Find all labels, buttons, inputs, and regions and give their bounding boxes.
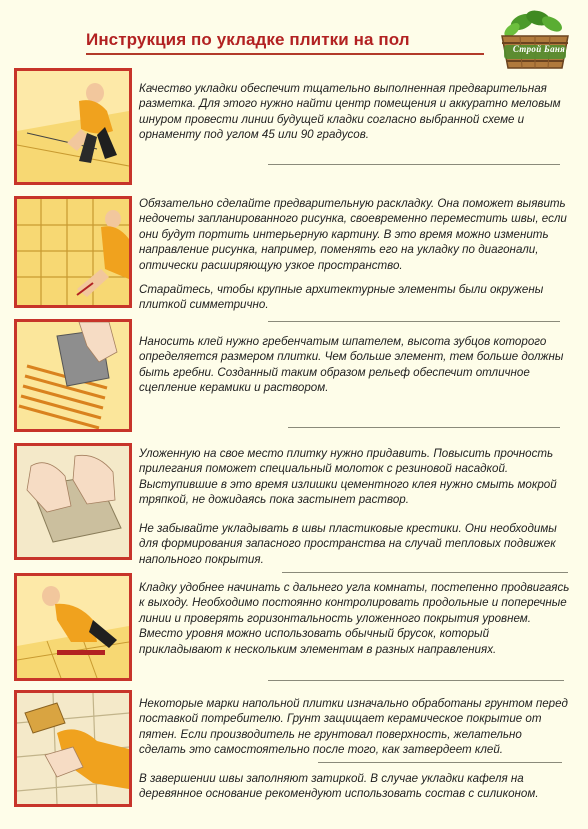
page-title: Инструкция по укладке плитки на пол bbox=[86, 30, 410, 49]
illustration-grouting bbox=[14, 690, 132, 807]
tile-layout-icon bbox=[17, 199, 129, 305]
step-2-text-2: Старайтесь, чтобы крупные архитектурные элементы были окружены плиткой симметрично. bbox=[139, 283, 544, 312]
illustration-marking bbox=[14, 68, 132, 185]
step-5-text-1: Кладку удобнее начинать с дальнего угла комнаты, постепенно продвигаясь к выходу. Необходимо постоянно контролировать продольные и поперечные линии и проверять горизонтальность уложенного покрытия уровнем. Вместо уровня можно использовать обычный брусок, который прикладывают к нескольким элементам в разных направлениях. bbox=[139, 581, 570, 656]
worker-chalk-line-icon bbox=[17, 71, 129, 182]
title-underline bbox=[86, 53, 484, 55]
divider bbox=[268, 321, 560, 322]
illustration-pressing bbox=[14, 443, 132, 560]
step-6-text-2: В завершении швы заполняют затиркой. В случае укладки кафеля на деревянное основание рекомендуют использовать состав с силиконом. bbox=[139, 772, 539, 801]
divider bbox=[318, 762, 562, 763]
step-6-text-1: Некоторые марки напольной плитки изначально обработаны грунтом перед поставкой потребителю. Грунт защищает керамическое покрытие от пятен. Если производитель не грунтовал поверхность, желательно сделать это самостоятельно после того, как затвердеет клей. bbox=[139, 697, 568, 757]
bath-bucket-logo-icon bbox=[492, 6, 578, 76]
grout-float-icon bbox=[17, 693, 129, 804]
worker-level-icon bbox=[17, 576, 129, 678]
step-1-text-1: Качество укладки обеспечит тщательно выполненная предварительная разметка. Для этого нужно найти центр помещения и аккуратно меловым шнуром провести линии будущей кладки согласно выбранной схеме и орнаменту под углом 45 или 90 градусов. bbox=[139, 82, 561, 142]
step-4-text-1: Уложенную на свое место плитку нужно придавить. Повысить прочность прилегания поможет специальный молоток с резиновой насадкой. Выступившие в это время излишки цементного клея нужно смыть мокрой тряпкой, не дожидаясь пока застынет раствор. bbox=[139, 447, 557, 507]
logo-text: Строй Баня bbox=[512, 44, 566, 54]
notched-trowel-icon bbox=[17, 322, 129, 429]
step-3-text-1: Наносить клей нужно гребенчатым шпателем, высота зубцов которого определяется размером плитки. Чем больше элемент, тем больше должны быть гребни. Созданный таким образом рельеф обеспечит отличное сцепление керамики и раствором. bbox=[139, 335, 564, 395]
divider bbox=[268, 680, 564, 681]
step-4-text-2: Не забывайте укладывать в швы пластиковые крестики. Они необходимы для формирования запасного пространства на случай тепловых подвижек напольного покрытия. bbox=[139, 522, 557, 566]
hands-pressing-tile-icon bbox=[17, 446, 129, 557]
illustration-leveling bbox=[14, 573, 132, 681]
step-2-text-1: Обязательно сделайте предварительную раскладку. Она поможет выявить недочеты запланированного рисунка, своевременно переместить швы, если они будут портить интерьерную картину. В это время можно изменить направление рисунка, например, поменять его на укладку по диагонали, оптически расширяющую узкое пространство. bbox=[139, 197, 567, 272]
illustration-layout bbox=[14, 196, 132, 308]
divider bbox=[288, 427, 560, 428]
logo bbox=[492, 6, 578, 76]
divider bbox=[282, 572, 568, 573]
divider bbox=[268, 164, 560, 165]
illustration-adhesive bbox=[14, 319, 132, 432]
